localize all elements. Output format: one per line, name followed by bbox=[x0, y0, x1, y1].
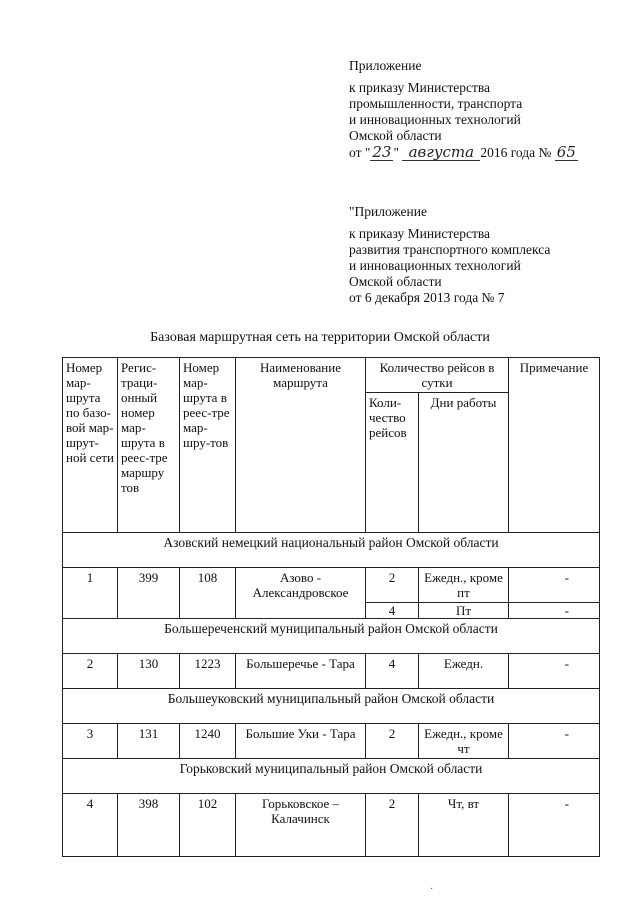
col-header-trips-group: Количество рейсов в сутки bbox=[366, 358, 509, 393]
header-line: Омской области bbox=[349, 128, 442, 143]
header-line: промышленности, транспорта bbox=[349, 96, 523, 111]
note: - bbox=[509, 603, 600, 619]
trips-count: 2 bbox=[366, 724, 419, 759]
route-name: Большеречье - Тара bbox=[236, 654, 366, 689]
district-name: Большереченский муниципальный район Омской области bbox=[63, 619, 600, 654]
route-number: 2 bbox=[63, 654, 118, 689]
route-name: Большие Уки - Тара bbox=[236, 724, 366, 759]
header-title: Приложение bbox=[349, 58, 422, 73]
route-number: 4 bbox=[63, 794, 118, 857]
col-header-route-base: Номер мар-шрута по базо-вой мар-шрут-ной сети bbox=[63, 358, 118, 533]
trips-count: 4 bbox=[366, 603, 419, 619]
district-name: Горьковский муниципальный район Омской области bbox=[63, 759, 600, 794]
registry-number: 1240 bbox=[180, 724, 236, 759]
scan-mark: · bbox=[430, 884, 434, 895]
order-header-current bbox=[349, 58, 578, 161]
note: - bbox=[509, 654, 600, 689]
header-date-line: от " 23 " августа 2016 года № 65 bbox=[349, 143, 576, 161]
registry-number: 102 bbox=[180, 794, 236, 857]
district-row bbox=[63, 689, 600, 724]
header-line: Омской области bbox=[349, 274, 442, 289]
registry-number: 1223 bbox=[180, 654, 236, 689]
trips-count: 4 bbox=[366, 654, 419, 689]
note: - bbox=[509, 794, 600, 857]
handwritten-order-number: 65 bbox=[556, 143, 576, 161]
header-line: развития транспортного комплекса bbox=[349, 242, 551, 257]
work-days: Ежедн. bbox=[419, 654, 509, 689]
district-row bbox=[63, 759, 600, 794]
note: - bbox=[509, 724, 600, 759]
col-header-trips-count: Коли-чество рейсов bbox=[366, 393, 419, 533]
handwritten-month: августа bbox=[402, 144, 480, 161]
district-row bbox=[63, 619, 600, 654]
district-name: Большеуковский муниципальный район Омской области bbox=[63, 689, 600, 724]
table-row bbox=[63, 654, 600, 689]
handwritten-day: 23 bbox=[372, 143, 392, 161]
note: - bbox=[509, 568, 600, 603]
work-days: Ежедн., кроме пт bbox=[419, 568, 509, 603]
header-line: и инновационных технологий bbox=[349, 112, 521, 127]
registry-number: 108 bbox=[180, 568, 236, 619]
work-days: Пт bbox=[419, 603, 509, 619]
col-header-work-days: Дни работы bbox=[419, 393, 509, 533]
trips-count: 2 bbox=[366, 568, 419, 603]
route-table bbox=[62, 357, 600, 857]
table-title: Базовая маршрутная сеть на территории Омской области bbox=[150, 330, 490, 345]
reg-number: 398 bbox=[118, 794, 180, 857]
col-header-note: Примечание bbox=[509, 358, 600, 533]
order-header-original bbox=[349, 204, 550, 306]
reg-number: 130 bbox=[118, 654, 180, 689]
route-name: Горьковское – Калачинск bbox=[236, 794, 366, 857]
table-row bbox=[63, 568, 600, 603]
header-line: и инновационных технологий bbox=[349, 258, 521, 273]
header-line: к приказу Министерства bbox=[349, 80, 491, 95]
header-line: к приказу Министерства bbox=[349, 226, 491, 241]
reg-number: 131 bbox=[118, 724, 180, 759]
trips-count: 2 bbox=[366, 794, 419, 857]
col-header-route-name: Наименование маршрута bbox=[236, 358, 366, 533]
work-days: Ежедн., кроме чт bbox=[419, 724, 509, 759]
header-title: "Приложение bbox=[349, 204, 427, 219]
route-number: 1 bbox=[63, 568, 118, 619]
col-header-registry-number: Номер мар-шрута в реес-тре мар-шру-тов bbox=[180, 358, 236, 533]
reg-number: 399 bbox=[118, 568, 180, 619]
table-row bbox=[63, 794, 600, 857]
district-row bbox=[63, 533, 600, 568]
header-line: от 6 декабря 2013 года № 7 bbox=[349, 290, 505, 305]
col-header-reg-number: Регис-траци-онный номер мар-шрута в реес-тре маршру тов bbox=[118, 358, 180, 533]
district-name: Азовский немецкий национальный район Омской области bbox=[63, 533, 600, 568]
table-row bbox=[63, 724, 600, 759]
table-header-row bbox=[63, 358, 600, 393]
route-name: Азово - Александровское bbox=[236, 568, 366, 619]
work-days: Чт, вт bbox=[419, 794, 509, 857]
route-number: 3 bbox=[63, 724, 118, 759]
